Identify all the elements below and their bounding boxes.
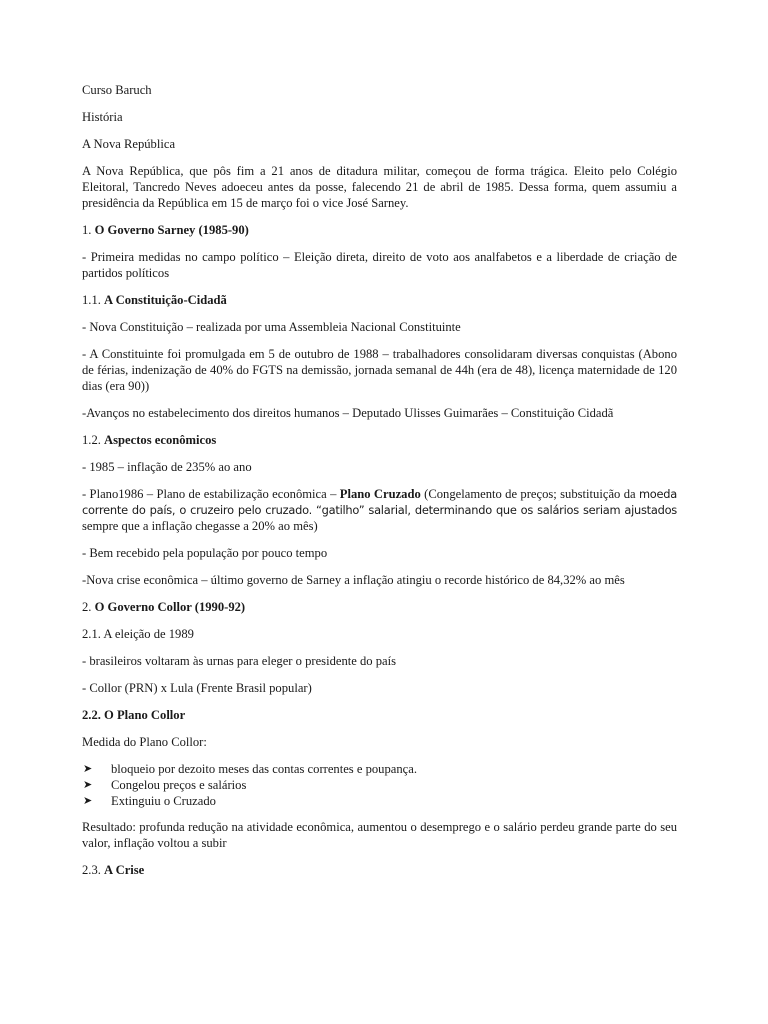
document-page bbox=[82, 82, 677, 889]
section-2-2-heading bbox=[82, 707, 677, 723]
list-item bbox=[82, 761, 677, 777]
section-1-2-paragraph: - 1985 – inflação de 235% ao ano bbox=[82, 460, 252, 474]
section-2-heading bbox=[82, 599, 677, 615]
section-1-1-paragraph: - Nova Constituição – realizada por uma Assembleia Nacional Constituinte bbox=[82, 320, 461, 334]
section-1-paragraph: - Primeira medidas no campo político – Eleição direta, direito de voto aos analfabetos e a liberdade de criação de partidos políticos bbox=[82, 250, 677, 280]
section-title: Aspectos econômicos bbox=[104, 433, 217, 447]
section-number: 1. bbox=[82, 223, 95, 237]
text-run: - Plano1986 – Plano de estabilização econômica – bbox=[82, 487, 340, 501]
school-name: Curso Baruch bbox=[82, 83, 152, 97]
document-title: A Nova República bbox=[82, 137, 176, 151]
section-title: A Constituição-Cidadã bbox=[104, 293, 227, 307]
list-item bbox=[82, 777, 677, 793]
section-1-2-heading bbox=[82, 432, 677, 448]
section-number: 1.1. bbox=[82, 293, 105, 307]
section-number: 1.2. bbox=[82, 433, 105, 447]
section-title: A Crise bbox=[104, 863, 145, 877]
section-title: O Governo Collor (1990-92) bbox=[94, 600, 246, 614]
intro-paragraph: A Nova República, que pôs fim a 21 anos de ditadura militar, começou de forma trágica. Eleito pelo Colégio Eleitoral, Tancredo Neves adoeceu antes da posse, falecendo 21 de abril de 1985. Dessa forma, quem assumiu a presidência da República em 15 de março foi o vice José Sarney. bbox=[82, 164, 677, 210]
list-item-text: Congelou preços e salários bbox=[111, 778, 247, 792]
plano-cruzado-paragraph bbox=[82, 486, 677, 534]
section-2-1-paragraph: - Collor (PRN) x Lula (Frente Brasil popular) bbox=[82, 681, 312, 695]
section-2-2-intro: Medida do Plano Collor: bbox=[82, 735, 207, 749]
arrow-bullet-icon: ➤ bbox=[83, 778, 93, 791]
list-item bbox=[82, 793, 677, 809]
section-title: 2.2. O Plano Collor bbox=[82, 708, 186, 722]
arrow-bullet-icon: ➤ bbox=[83, 794, 93, 807]
section-1-2-paragraph: - Bem recebido pela população por pouco tempo bbox=[82, 546, 328, 560]
section-2-1-paragraph: - brasileiros voltaram às urnas para eleger o presidente do país bbox=[82, 654, 397, 668]
text-run: sempre que a inflação chegasse a 20% ao mês) bbox=[82, 519, 318, 533]
section-number: 2. bbox=[82, 600, 95, 614]
arrow-bullet-icon: ➤ bbox=[83, 762, 93, 775]
plano-cruzado-bold: Plano Cruzado bbox=[339, 487, 421, 501]
section-number: 2.3. bbox=[82, 863, 105, 877]
section-2-2-result: Resultado: profunda redução na atividade econômica, aumentou o desemprego e o salário perdeu grande parte do seu valor, inflação voltou a subir bbox=[82, 820, 677, 850]
section-2-3-heading bbox=[82, 862, 677, 878]
section-1-heading bbox=[82, 222, 677, 238]
section-1-2-paragraph: -Nova crise econômica – último governo de Sarney a inflação atingiu o recorde histórico de 84,32% ao mês bbox=[82, 573, 625, 587]
section-title: O Governo Sarney (1985-90) bbox=[94, 223, 249, 237]
list-item-text: bloqueio por dezoito meses das contas correntes e poupança. bbox=[111, 762, 417, 776]
section-1-1-heading bbox=[82, 292, 677, 308]
section-2-1-heading: 2.1. A eleição de 1989 bbox=[82, 627, 194, 641]
plano-collor-measures-list bbox=[82, 761, 677, 809]
subject: História bbox=[82, 110, 123, 124]
handwriting-style-text: moeda corrente do país, o cruzeiro pelo cruzado. “gatilho” salarial, determinando que os salários seriam ajustados bbox=[82, 487, 677, 517]
section-1-1-paragraph: - A Constituinte foi promulgada em 5 de outubro de 1988 – trabalhadores consolidaram diversas conquistas (Abono de férias, indenização de 40% do FGTS na demissão, jornada semanal de 44h (era de 48), licença maternidade de 120 dias (era 90)) bbox=[82, 347, 677, 393]
list-item-text: Extinguiu o Cruzado bbox=[111, 794, 216, 808]
text-run: (Congelamento de preços; substituição da bbox=[420, 487, 639, 501]
section-1-1-paragraph: -Avanços no estabelecimento dos direitos humanos – Deputado Ulisses Guimarães – Constituição Cidadã bbox=[82, 406, 614, 420]
